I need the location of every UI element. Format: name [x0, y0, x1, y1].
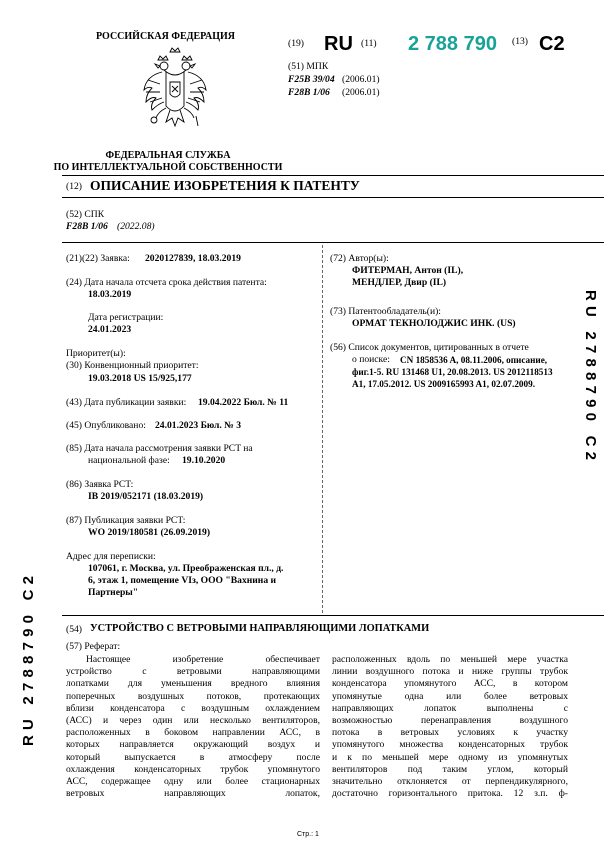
mpk-2-version: (2006.01)	[342, 87, 380, 98]
address-label: Адрес для переписки:	[66, 551, 156, 562]
abstract-line: вентиляторов под таким углом, который	[332, 763, 568, 775]
agency-line-1: ФЕДЕРАЛЬНАЯ СЛУЖБА	[105, 150, 231, 161]
address-line-1: 107061, г. Москва, ул. Преображенская пл., д.	[88, 563, 284, 574]
abstract-column-2	[332, 654, 568, 800]
pct-application-value: IB 2019/052171 (18.03.2019)	[88, 491, 204, 502]
code-54: (54)	[66, 624, 82, 635]
author-1: ФИТЕРМАН, Антон (IL),	[352, 265, 464, 276]
abstract-line: потока в ветровых условиях к участку	[332, 727, 568, 739]
state-emblem-icon	[140, 46, 210, 142]
cited-docs-label-2: о поиске:	[352, 354, 390, 365]
divider-abstract	[62, 615, 604, 616]
published-label: (45) Опубликовано:	[66, 420, 146, 431]
mpk-1-version: (2006.01)	[342, 74, 380, 85]
convention-priority-value: 19.03.2018 US 15/925,177	[88, 373, 192, 384]
abstract-column-1	[66, 654, 320, 800]
right-side-identifier: RU 2788790 C2	[582, 290, 599, 466]
spk-version: (2022.08)	[117, 221, 155, 232]
pct-publication-value: WO 2019/180581 (26.09.2019)	[88, 527, 211, 538]
abstract-line: упомянутого множества конденсаторных трубок	[332, 739, 568, 751]
abstract-line: поперечных воздушных потоков, протекающих	[66, 690, 320, 702]
abstract-line: охлаждения конденсаторных трубок упомянутого	[66, 763, 320, 775]
abstract-line: конденсатора упомянутого АСС, в котором	[332, 678, 568, 690]
cited-docs-label-1: (56) Список документов, цитированных в отчете	[330, 342, 529, 353]
pct-start-label-1: (85) Дата начала рассмотрения заявки PCT на	[66, 443, 253, 454]
authors-label: (72) Автор(ы):	[330, 253, 389, 264]
registration-value: 24.01.2023	[88, 324, 132, 335]
start-date-value: 18.03.2019	[88, 289, 132, 300]
abstract-line: упомянутые одна или более ветровых	[332, 690, 568, 702]
spk-label: (52) СПК	[66, 209, 105, 220]
patent-number: 2 788 790	[408, 33, 497, 55]
code-13: (13)	[512, 36, 528, 47]
application-label: (21)(22) Заявка:	[66, 253, 130, 264]
abstract-line: лопатками для уменьшения вредного влияния	[66, 678, 320, 690]
abstract-line: расположенных вдоль по меньшей мере участка	[332, 654, 568, 665]
agency-line-2: ПО ИНТЕЛЛЕКТУАЛЬНОЙ СОБСТВЕННОСТИ	[53, 162, 283, 173]
address-line-2: 6, этаж 1, помещение VIз, ООО "Вахнина и	[88, 575, 277, 586]
registration-label: Дата регистрации:	[88, 312, 164, 323]
owner-label: (73) Патентообладатель(и):	[330, 306, 441, 317]
abstract-line: расположенных в боковом направлении АСС, в	[66, 727, 320, 739]
pct-application-label: (86) Заявка PCT:	[66, 479, 134, 490]
code-12: (12)	[66, 181, 82, 192]
code-11: (11)	[361, 38, 377, 49]
cited-docs-line-2: фиг.1-5. RU 131468 U1, 20.08.2013. US 2012118513	[352, 367, 553, 377]
abstract-line: достаточно горизонтального притока. 12 з.п. ф-	[332, 788, 568, 800]
abstract-line: значительно отклоняется от перпендикулярного,	[332, 776, 568, 788]
abstract-line: направляющих лопаток выполнены с	[332, 702, 568, 714]
pct-start-value: 19.10.2020	[182, 455, 226, 466]
pct-start-label-2: национальной фазе:	[88, 455, 170, 466]
address-line-3: Партнеры"	[88, 587, 139, 598]
abstract-line: устройство с ветровыми направляющими	[66, 666, 320, 678]
convention-priority-label: (30) Конвенционный приоритет:	[66, 360, 199, 371]
divider-title	[62, 197, 604, 198]
abstract-line: который выпускается в атмосферу после	[66, 751, 320, 763]
country-code: RU	[324, 33, 353, 55]
application-value: 2020127839, 18.03.2019	[145, 253, 241, 264]
abstract-line: возможностью перенаправления воздушного	[332, 715, 568, 727]
mpk-label: (51) МПК	[288, 61, 329, 72]
page-number: Стр.: 1	[297, 831, 319, 838]
spk-code: F28B 1/06	[66, 221, 108, 232]
abstract-line: ветровых направляющих лопаток,	[66, 788, 320, 800]
invention-title: УСТРОЙСТВО С ВЕТРОВЫМИ НАПРАВЛЯЮЩИМИ ЛОПАТКАМИ	[90, 623, 430, 634]
author-2: МЕНДЛЕР, Двир (IL)	[352, 277, 447, 288]
mpk-1-code: F25B 39/04	[288, 74, 335, 85]
divider-top	[62, 175, 604, 176]
start-date-label: (24) Дата начала отсчета срока действия патента:	[66, 277, 267, 288]
code-19: (19)	[288, 38, 304, 49]
abstract-line: вблизи конденсатора с воздушным охлаждением	[66, 702, 320, 714]
mpk-2-code: F28B 1/06	[288, 87, 330, 98]
abstract-label: (57) Реферат:	[66, 641, 121, 652]
cited-docs-line-1: CN 1858536 A, 08.11.2006, описание,	[400, 355, 548, 365]
publication-app-label: (43) Дата публикации заявки:	[66, 397, 187, 408]
document-title: ОПИСАНИЕ ИЗОБРЕТЕНИЯ К ПАТЕНТУ	[90, 178, 360, 193]
abstract-line: Настоящее изобретение обеспечивает	[86, 654, 320, 665]
divider-bib	[62, 242, 604, 243]
left-side-identifier: RU 2788790 C2	[20, 570, 37, 746]
country-name: РОССИЙСКАЯ ФЕДЕРАЦИЯ	[96, 31, 236, 42]
pct-publication-label: (87) Публикация заявки PCT:	[66, 515, 186, 526]
priority-label: Приоритет(ы):	[66, 348, 126, 359]
published-value: 24.01.2023 Бюл. № 3	[155, 420, 242, 431]
abstract-line: АСС, содержащее одну или более стационарных	[66, 776, 320, 788]
cited-docs-line-3: A1, 17.05.2012. US 2009165993 A1, 02.07.2009.	[352, 379, 535, 389]
abstract-line: и к по меньшей мере одному из упомянутых	[332, 751, 568, 763]
kind-code: C2	[539, 33, 565, 55]
column-divider	[322, 245, 323, 613]
abstract-line: линии воздушного потока и ниже группы трубок	[332, 666, 568, 678]
abstract-line: (АСС) и через один или несколько вентиляторов,	[66, 715, 320, 727]
publication-app-value: 19.04.2022 Бюл. № 11	[198, 397, 289, 408]
abstract-line: которых направляется окружающий воздух и	[66, 739, 320, 751]
owner-value: ОРМАТ ТЕКНОЛОДЖИС ИНК. (US)	[352, 318, 516, 329]
